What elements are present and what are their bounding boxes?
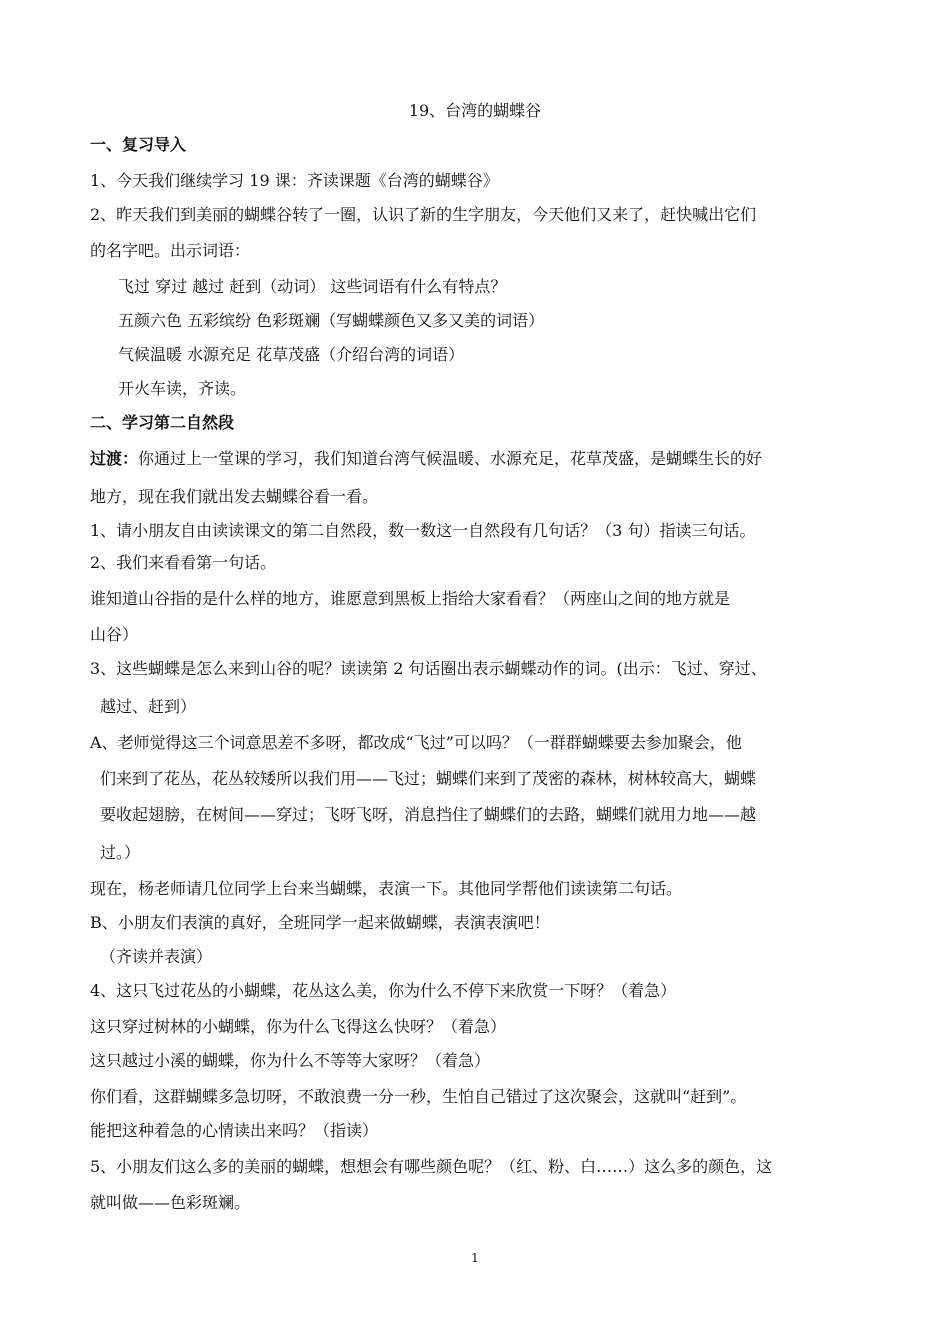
line-text: 气候温暖 水源充足 花草茂盛（介绍台湾的词语） xyxy=(118,345,465,364)
line-text: 4、这只飞过花丛的小蝴蝶，花丛这么美，你为什么不停下来欣赏一下呀？（着急） xyxy=(90,981,677,1000)
line-text: B、小朋友们表演的真好，全班同学一起来做蝴蝶，表演表演吧！ xyxy=(90,913,550,932)
line-text: 你通过上一堂课的学习，我们知道台湾气候温暖、水源充足，花草茂盛，是蝴蝶生长的好 xyxy=(138,449,763,468)
text-line xyxy=(90,658,767,680)
text-line xyxy=(90,448,762,470)
line-text: 5、小朋友们这么多的美丽的蝴蝶，想想会有哪些颜色呢？（红、粉、白……）这么多的颜色，这 xyxy=(90,1157,773,1176)
line-text: 要收起翅膀，在树间——穿过；飞呀飞呀，消息挡住了蝴蝶们的去路，蝴蝶们就用力地——越 xyxy=(100,805,757,824)
line-text: 能把这种着急的心情读出来吗？（指读） xyxy=(90,1121,379,1140)
text-line xyxy=(90,624,138,646)
text-line xyxy=(118,344,464,366)
text-line xyxy=(90,1086,746,1108)
page-number: 1 xyxy=(471,1251,479,1265)
line-text: 山谷） xyxy=(90,625,139,644)
text-line xyxy=(100,804,756,826)
line-text: 过。） xyxy=(100,843,141,862)
text-line xyxy=(90,1120,378,1142)
line-text: 1、今天我们继续学习 19 课：齐读课题《台湾的蝴蝶谷》 xyxy=(90,171,499,190)
line-text: 这只越过小溪的蝴蝶，你为什么不等等大家呀？（着急） xyxy=(90,1051,491,1070)
text-line xyxy=(100,696,196,718)
text-line xyxy=(90,552,276,574)
line-text: 二、学习第二自然段 xyxy=(90,413,235,432)
line-text: 你们看，这群蝴蝶多急切呀，不敢浪费一分一秒，生怕自己错过了这次聚会，这就叫“赶到”。 xyxy=(90,1087,747,1106)
line-text: 地方，现在我们就出发去蝴蝶谷看一看。 xyxy=(90,487,379,506)
text-line xyxy=(100,842,140,864)
document-title: 19、台湾的蝴蝶谷 xyxy=(408,101,542,120)
text-line xyxy=(90,1050,490,1072)
line-text: 1、请小朋友自由读读课文的第二自然段，数一数这一自然段有几句话？（3 句）指读三句话。 xyxy=(90,521,756,540)
line-text: 们来到了花丛，花丛较矮所以我们用——飞过；蝴蝶们来到了茂密的森林，树林较高大，蝴蝶 xyxy=(100,769,757,788)
text-line xyxy=(90,520,755,542)
text-line xyxy=(90,588,730,610)
text-line xyxy=(100,946,212,968)
lead-label: 过渡： xyxy=(90,449,139,468)
line-text: 一、复习导入 xyxy=(90,135,187,154)
text-line xyxy=(90,878,682,900)
line-text: 这只穿过树林的小蝴蝶，你为什么飞得这么快呀？（着急） xyxy=(90,1017,507,1036)
line-text: 飞过 穿过 越过 赶到（动词） 这些词语有什么有特点？ xyxy=(118,277,507,296)
text-line xyxy=(90,170,499,192)
text-line xyxy=(90,912,550,934)
line-text: 的名字吧。出示词语： xyxy=(90,241,251,260)
line-text: A、老师觉得这三个词意思差不多呀，都改成“飞过”可以吗？（一群群蝴蝶要去参加聚会，他 xyxy=(90,733,742,752)
line-text: 五颜六色 五彩缤纷 色彩斑斓（写蝴蝶颜色又多又美的词语） xyxy=(118,311,545,330)
line-text: 现在，杨老师请几位同学上台来当蝴蝶，表演一下。其他同学帮他们读读第二句话。 xyxy=(90,879,683,898)
text-line xyxy=(90,486,378,508)
line-text: （齐读并表演） xyxy=(100,947,213,966)
text-line xyxy=(118,310,544,332)
text-line xyxy=(118,378,246,400)
text-line xyxy=(90,980,676,1002)
text-line xyxy=(90,240,250,262)
section-heading xyxy=(90,412,234,434)
line-text: 3、这些蝴蝶是怎么来到山谷的呢？读读第 2 句话圈出表示蝴蝶动作的词。(出示：飞过、穿过、 xyxy=(90,659,767,678)
line-text: 就叫做——色彩斑斓。 xyxy=(90,1193,251,1212)
text-line xyxy=(118,276,506,298)
line-text: 越过、赶到） xyxy=(100,697,197,716)
section-heading xyxy=(90,134,186,156)
line-text: 谁知道山谷指的是什么样的地方，谁愿意到黑板上指给大家看看？（两座山之间的地方就是 xyxy=(90,589,731,608)
text-line xyxy=(100,768,756,790)
line-text: 2、昨天我们到美丽的蝴蝶谷转了一圈，认识了新的生字朋友，今天他们又来了，赶快喊出它们 xyxy=(90,205,757,224)
text-line xyxy=(90,1016,506,1038)
line-text: 开火车读，齐读。 xyxy=(118,379,247,398)
text-line xyxy=(90,204,756,226)
text-line xyxy=(90,1156,772,1178)
text-line xyxy=(90,1192,250,1214)
line-text: 2、我们来看看第一句话。 xyxy=(90,553,277,572)
text-line xyxy=(90,732,742,754)
